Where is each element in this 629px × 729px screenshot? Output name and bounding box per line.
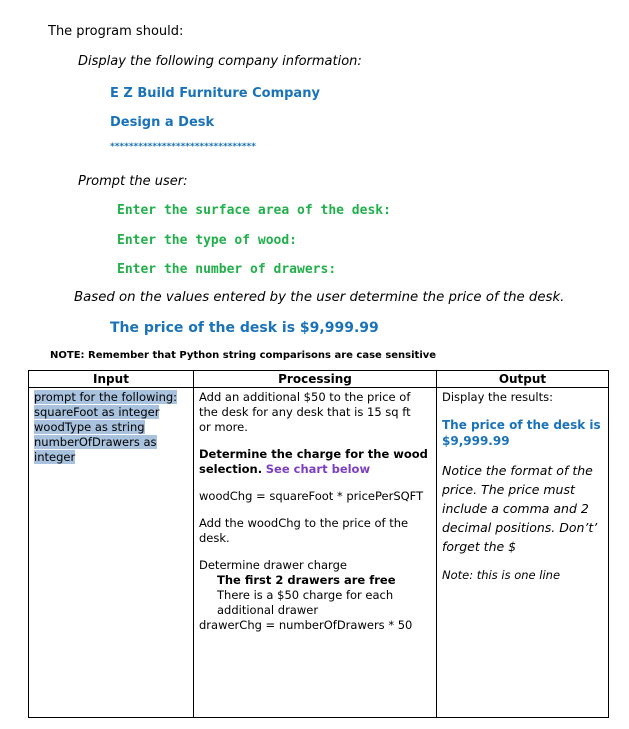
drawer-charge-heading: Determine drawer charge [199, 558, 347, 572]
output-line: Display the results: [442, 390, 553, 404]
prompt-drawers: Enter the number of drawers: [117, 262, 337, 277]
processing-line: the desk for any desk that is 15 sq ft [199, 405, 411, 419]
free-drawers-text: The first 2 drawers are free [217, 573, 396, 587]
format-note-line: Notice the format of the [442, 463, 593, 478]
format-note-line: price. The price must [442, 482, 575, 497]
drawerchg-formula: drawerChg = numberOfDrawers * 50 [199, 618, 413, 632]
input-line: prompt for the following: [34, 390, 178, 404]
header-output: Output [437, 371, 609, 388]
input-line: squareFoot as integer [34, 405, 160, 419]
prompt-wood-type: Enter the type of wood: [117, 233, 298, 248]
program-should-heading: The program should: [48, 24, 184, 39]
display-info-text: Display the following company information: [78, 54, 362, 69]
processing-cell [194, 388, 437, 718]
header-input: Input [29, 371, 194, 388]
based-on-text: Based on the values entered by the user determine the price of the desk. [74, 290, 565, 305]
prompt-surface-area: Enter the surface area of the desk: [117, 203, 391, 218]
wood-charge-heading: Determine the charge for the wood [199, 447, 428, 461]
processing-line: desk. [199, 531, 230, 545]
price-line: The price of the desk is $9,999.99 [110, 320, 379, 336]
input-line: numberOfDrawers as [34, 435, 157, 449]
output-cell [437, 388, 609, 718]
input-cell [29, 388, 194, 718]
output-price-text: The price of the desk is [442, 418, 601, 432]
processing-line: Add an additional $50 to the price of [199, 390, 411, 404]
format-note-line: include a comma and 2 [442, 501, 589, 516]
header-processing: Processing [194, 371, 437, 388]
note-text: NOTE: Remember that Python string comparisons are case sensitive [50, 350, 437, 361]
processing-line: or more. [199, 420, 248, 434]
processing-line: additional drawer [217, 603, 319, 617]
output-price-value: $9,999.99 [442, 434, 510, 448]
company-name: E Z Build Furniture Company [110, 86, 320, 101]
processing-line: Add the woodChg to the price of the [199, 516, 409, 530]
ipo-table [28, 370, 609, 718]
design-title: Design a Desk [110, 115, 215, 130]
woodchg-formula: woodChg = squareFoot * pricePerSQFT [199, 489, 424, 503]
processing-line: There is a $50 charge for each [217, 588, 394, 602]
wood-charge-heading-2: selection. [199, 462, 263, 476]
one-line-note: Note: this is one line [442, 568, 561, 582]
input-line: integer [34, 450, 76, 464]
see-chart-link: See chart below [265, 462, 371, 476]
format-note-line: decimal positions. Don’t’ [442, 520, 598, 535]
prompt-user-text: Prompt the user: [78, 174, 188, 189]
input-line: woodType as string [34, 420, 145, 434]
format-note-line: forget the $ [442, 539, 517, 554]
stars-line: ******************************* [110, 142, 256, 152]
